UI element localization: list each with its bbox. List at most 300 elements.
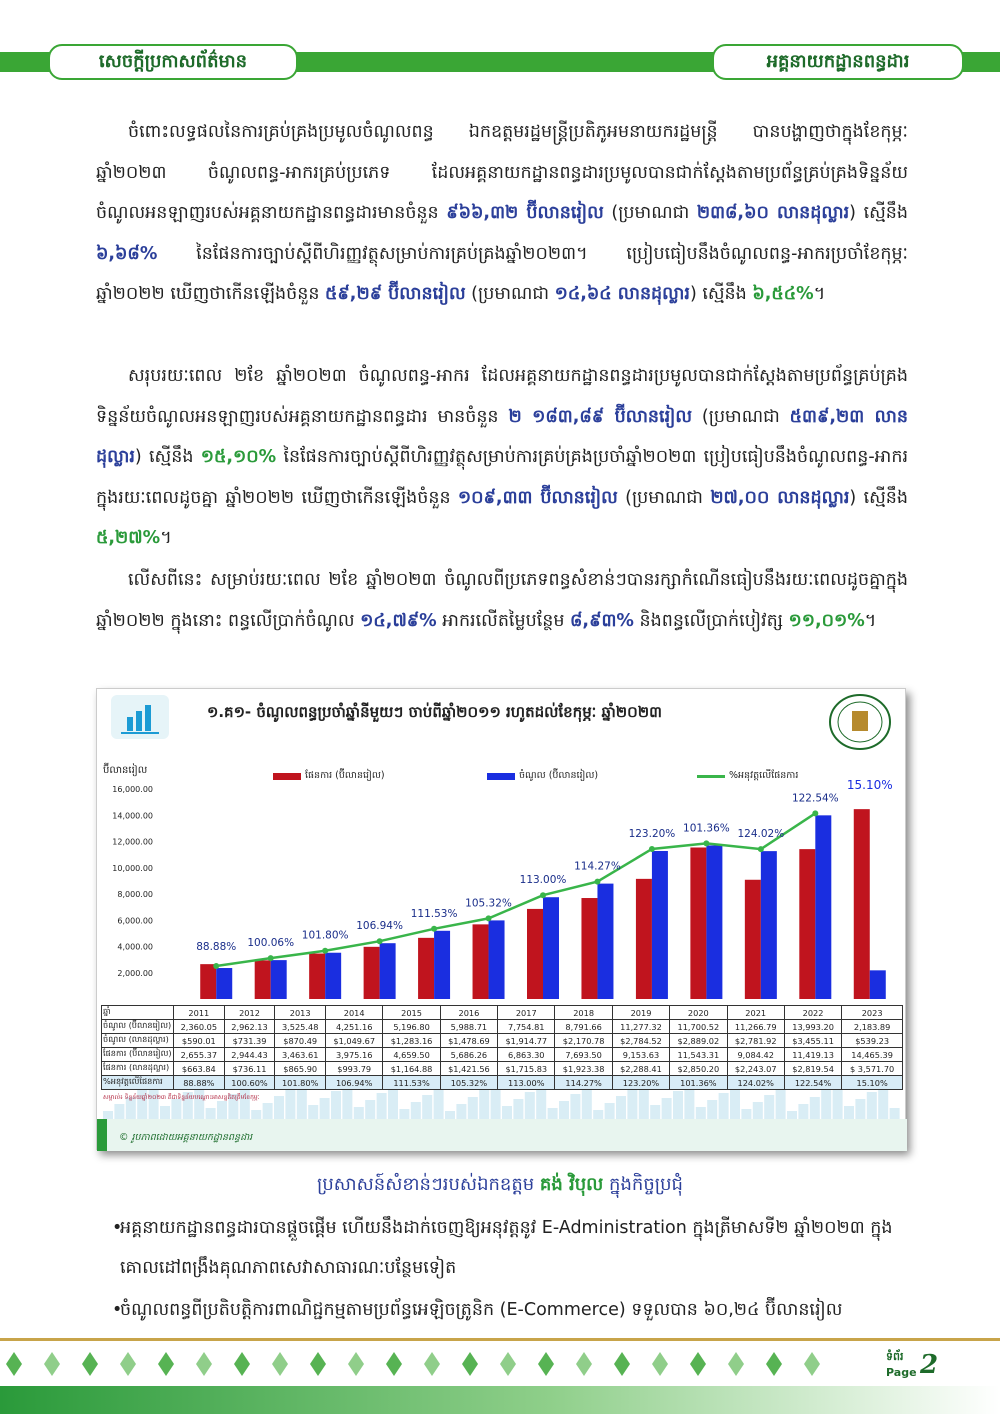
ornament-icon bbox=[766, 1352, 782, 1376]
department-seal-icon bbox=[825, 693, 895, 751]
y-tick-label: 16,000.00 bbox=[112, 785, 153, 794]
y-tick-label: 2,000.00 bbox=[117, 968, 153, 978]
table-cell: $1,283.16 bbox=[383, 1034, 440, 1048]
skyline-building bbox=[878, 1085, 888, 1119]
paragraph-text: នៃផែនការច្បាប់ស្តីពីហិរញ្ញវត្ថុសម្រាប់ការគ្រប់គ្រងប្រចាំឆ្នាំ២០២៣ ប្រៀបធៀបនឹងចំណូលពន្ធ-អាករក្នុងរយៈពេលដូចគ្នា ឆ្នាំ២០២២ ឃើញថាកើនឡើងចំនួន bbox=[96, 447, 909, 508]
bar-chart-icon bbox=[111, 695, 169, 739]
table-cell: 2012 bbox=[224, 1006, 275, 1020]
paragraph-text: នៃផែនការច្បាប់ស្តីពីហិរញ្ញវត្ថុសម្រាប់ការគ្រប់គ្រងឆ្នាំ២០២៣។ ប្រៀបធៀបនឹងចំណូលពន្ធ-អាករប្រចាំខែកុម្ភៈ ឆ្នាំ២០២២ ឃើញថាកើនឡើងចំនួន bbox=[96, 243, 908, 304]
skyline-building bbox=[764, 1095, 774, 1119]
table-cell: 124.02% bbox=[727, 1076, 784, 1090]
rate-point bbox=[431, 926, 437, 932]
skyline-building bbox=[479, 1090, 489, 1119]
ornament-icon bbox=[462, 1352, 478, 1376]
table-cell: $2,784.52 bbox=[612, 1034, 669, 1048]
bar-plan bbox=[200, 964, 216, 999]
bar-revenue bbox=[271, 960, 287, 999]
table-cell: 113.00% bbox=[498, 1076, 555, 1090]
skyline-building bbox=[411, 1102, 421, 1119]
skyline-building bbox=[650, 1105, 660, 1119]
table-cell: $590.01 bbox=[174, 1034, 225, 1048]
highlight-value: ២ ១៨៣,៨៩ ប៊ីលានរៀល bbox=[508, 406, 692, 427]
y-tick-label: 8,000.00 bbox=[117, 890, 153, 899]
highlight-value: ២៧,០០ លានដុល្លារ bbox=[710, 487, 850, 508]
table-cell: $3,455.11 bbox=[784, 1034, 841, 1048]
highlight-value: ៩៦៦,៣២ ប៊ីលានរៀល bbox=[446, 203, 604, 223]
bullet-dot: • bbox=[112, 1300, 123, 1320]
skyline-building bbox=[388, 1086, 398, 1119]
table-cell: 123.20% bbox=[612, 1076, 669, 1090]
bullet-text-1: អគ្គនាយកដ្ឋានពន្ធដារបានផ្តួចផ្តើម ហើយនឹងដាក់ចេញឱ្យអនុវត្តនូវ E-Administration ក្នុងត្រីមាសទី២ ឆ្នាំ២០២៣ ក្នុងគោលដៅពង្រឹងគុណភាពសេវាសាធារណៈបន្ថែមទៀត bbox=[120, 1218, 893, 1278]
table-cell: 9,084.42 bbox=[727, 1048, 784, 1062]
rate-data-label: 15.10% bbox=[846, 778, 893, 793]
table-cell: 13,993.20 bbox=[784, 1020, 841, 1034]
bar-revenue bbox=[652, 851, 668, 999]
table-cell: 7,754.81 bbox=[498, 1020, 555, 1034]
footer-band bbox=[0, 1386, 1000, 1414]
table-cell: 2,360.05 bbox=[174, 1020, 225, 1034]
table-cell: 11,266.79 bbox=[727, 1020, 784, 1034]
rate-data-label: 101.36% bbox=[683, 822, 730, 835]
table-row bbox=[102, 1062, 903, 1076]
rate-data-label: 100.06% bbox=[247, 937, 295, 950]
bar-revenue bbox=[870, 970, 886, 999]
table-cell: 114.27% bbox=[555, 1076, 612, 1090]
skyline-building bbox=[103, 1111, 113, 1119]
highlight-value: ១៥,១០% bbox=[200, 447, 277, 467]
skyline-building bbox=[536, 1085, 546, 1119]
rate-data-label: 122.54% bbox=[791, 792, 839, 805]
table-cell: 2014 bbox=[326, 1006, 383, 1020]
bullet-dot: • bbox=[112, 1218, 123, 1238]
paragraph-text: ចំពោះលទ្ធផលនៃការគ្រប់គ្រងប្រមូលចំណូលពន្ធ ឯកឧត្តមរដ្ឋមន្ត្រីប្រតិភូអមនាយករដ្ឋមន្ត្រី បានបង្ហាញថាក្នុងខែកុម្ភៈ ឆ្នាំ២០២៣ ចំណូលពន្ធ-អាករគ្រប់ប្រភេទ ដែលអគ្គនាយកដ្ឋានពន្ធដារប្រមូលបានជាក់ស្តែងតាមប្រព័ន្ធគ្រប់គ្រងទិន្នន័យចំណូលអនឡាញរបស់អគ្គនាយកដ្ឋានពន្ធដារមានចំនួន bbox=[96, 122, 908, 223]
ornament-icon bbox=[500, 1352, 516, 1376]
highlight-value: ៦,៦៨% bbox=[96, 243, 158, 264]
table-cell: 6,863.30 bbox=[498, 1048, 555, 1062]
table-cell: 14,465.39 bbox=[842, 1048, 903, 1062]
highlight-value: ១១,០១% bbox=[788, 610, 865, 631]
skyline-building bbox=[890, 1108, 900, 1119]
skyline-building bbox=[422, 1095, 432, 1119]
paragraph-text: (ប្រមាណជា bbox=[617, 487, 711, 508]
skyline-building bbox=[605, 1103, 615, 1119]
skyline-building bbox=[399, 1109, 409, 1119]
rate-data-label: 106.94% bbox=[356, 920, 403, 933]
legend-item-revenue bbox=[487, 769, 598, 783]
paragraph-text: ។ bbox=[813, 284, 826, 304]
y-axis-label: ប៊ីលានរៀល bbox=[103, 765, 148, 776]
page-number: 2 bbox=[920, 1350, 939, 1380]
subheading-suffix: ក្នុងកិច្ចប្រជុំ bbox=[603, 1174, 683, 1195]
table-cell: $539.23 bbox=[842, 1034, 903, 1048]
table-cell: 9,153.63 bbox=[612, 1048, 669, 1062]
rate-point bbox=[322, 948, 328, 954]
bullet-item-2 bbox=[112, 1290, 910, 1330]
table-cell: 5,196.80 bbox=[383, 1020, 440, 1034]
ornament-icon bbox=[234, 1352, 250, 1376]
table-cell: 11,543.31 bbox=[670, 1048, 727, 1062]
table-cell: 11,419.13 bbox=[784, 1048, 841, 1062]
rate-line bbox=[216, 813, 815, 966]
skyline-building bbox=[787, 1111, 797, 1119]
legend-item-rate bbox=[697, 769, 798, 783]
ornament-icon bbox=[196, 1352, 212, 1376]
skyline-building bbox=[194, 1085, 204, 1119]
chart-title: ១.គ១- ចំណូលពន្ធប្រចាំឆ្នាំនីមួយៗ ចាប់ពីឆ្នាំ២០១១ រហូតដល់ខែកុម្ភៈ ឆ្នាំ២០២៣ bbox=[207, 703, 662, 721]
ornament-icon bbox=[348, 1352, 364, 1376]
ornament-icon bbox=[804, 1352, 820, 1376]
paragraph-text: និងពន្ធលើប្រាក់បៀវត្ស bbox=[633, 610, 789, 631]
bar-plan bbox=[473, 924, 489, 999]
paragraph-text: (ប្រមាណជា bbox=[465, 284, 555, 304]
header-left-title: សេចក្តីប្រកាសព័ត៌មាន bbox=[48, 44, 298, 80]
section-subheading bbox=[0, 1172, 1000, 1199]
paragraph-text: ) ស្មើនឹង bbox=[849, 203, 909, 223]
skyline-building bbox=[354, 1107, 364, 1119]
highlight-value: ១៤,៧៩% bbox=[360, 610, 437, 631]
skyline-building bbox=[616, 1096, 626, 1119]
highlight-value: ១៤,៦៤ លានដុល្លារ bbox=[554, 284, 690, 304]
highlight-value: ៥៩,២៩ ប៊ីលានរៀល bbox=[325, 284, 466, 304]
highlight-value: ៥,២៧% bbox=[96, 528, 161, 548]
bullet-item-1 bbox=[112, 1208, 910, 1288]
ornament-icon bbox=[158, 1352, 174, 1376]
skyline-building bbox=[548, 1108, 558, 1119]
table-row-header: ផែនការ (លានដុល្លារ) bbox=[102, 1062, 174, 1076]
table-row-header: ឆ្នាំ bbox=[102, 1006, 174, 1020]
skyline-building bbox=[217, 1101, 227, 1119]
paragraph-text: ) ស្មើនឹង bbox=[134, 447, 201, 467]
table-cell: $1,049.67 bbox=[326, 1034, 383, 1048]
table-cell: $870.49 bbox=[275, 1034, 326, 1048]
table-row-header: ចំណូល (លានដុល្លារ) bbox=[102, 1034, 174, 1048]
ornament-icon bbox=[690, 1352, 706, 1376]
table-cell: 4,251.16 bbox=[326, 1020, 383, 1034]
skyline-building bbox=[525, 1092, 535, 1119]
bar-revenue bbox=[380, 943, 396, 999]
y-tick-label: 10,000.00 bbox=[112, 863, 153, 873]
table-cell: 2020 bbox=[670, 1006, 727, 1020]
table-row-header: %អនុវត្តលើផែនការ bbox=[102, 1076, 174, 1090]
legend-swatch-rate bbox=[697, 775, 725, 778]
table-cell: 105.32% bbox=[440, 1076, 497, 1090]
table-cell: 122.54% bbox=[784, 1076, 841, 1090]
skyline-building bbox=[627, 1089, 637, 1119]
skyline-building bbox=[821, 1090, 831, 1119]
bullet-text-2: ចំណូលពន្ធពីប្រតិបត្តិការពាណិជ្ជកម្មតាមប្រព័ន្ធអេឡិចត្រូនិក (E-Commerce) ទទួលបាន ៦០,២៤ ប៊ីលានរៀល bbox=[120, 1300, 843, 1320]
paragraph-text: ) ស្មើនឹង bbox=[849, 487, 909, 508]
bar-revenue bbox=[325, 953, 341, 999]
y-tick-label: 4,000.00 bbox=[117, 942, 153, 952]
skyline-building bbox=[776, 1088, 786, 1119]
ornament-icon bbox=[576, 1352, 592, 1376]
rate-data-label: 113.00% bbox=[519, 874, 567, 887]
table-row bbox=[102, 1034, 903, 1048]
legend-swatch-plan bbox=[273, 773, 301, 780]
legend-label-plan: ផែនការ (ប៊ីលានរៀល) bbox=[305, 770, 385, 781]
ornament-icon bbox=[120, 1352, 136, 1376]
skyline-building bbox=[114, 1104, 124, 1119]
bar-plan bbox=[255, 960, 271, 999]
ornament-icon bbox=[272, 1352, 288, 1376]
table-cell: $865.90 bbox=[275, 1062, 326, 1076]
table-cell: $1,715.83 bbox=[498, 1062, 555, 1076]
table-cell: 2015 bbox=[383, 1006, 440, 1020]
table-cell: $2,850.20 bbox=[670, 1062, 727, 1076]
page-number-block bbox=[886, 1350, 939, 1380]
table-cell: $2,288.41 bbox=[612, 1062, 669, 1076]
skyline-building bbox=[171, 1099, 181, 1119]
skyline-building bbox=[206, 1108, 216, 1119]
chart-source-note: សម្គាល់៖ ទិន្នន័យឆ្នាំ២០២៣ គឺជាទិន្នន័យបណ្តោះអាសន្នគិតត្រឹមខែកុម្ភៈ bbox=[103, 1094, 260, 1101]
paragraph-1 bbox=[96, 112, 908, 315]
rate-data-label: 88.88% bbox=[196, 941, 237, 954]
highlight-value: ១០៩,៣៣ ប៊ីលានរៀល bbox=[457, 487, 618, 508]
table-cell: 11,277.32 bbox=[612, 1020, 669, 1034]
rate-data-label: 114.27% bbox=[574, 860, 621, 873]
table-cell: 2,944.43 bbox=[224, 1048, 275, 1062]
rate-data-label: 101.80% bbox=[301, 929, 349, 942]
table-cell: 7,693.50 bbox=[555, 1048, 612, 1062]
y-tick-label: 6,000.00 bbox=[117, 916, 153, 926]
bar-revenue bbox=[761, 851, 777, 999]
paragraph-text: លើសពីនេះ សម្រាប់រយៈពេល ២ខែ ឆ្នាំ២០២៣ ចំណូលពីប្រភេទពន្ធសំខាន់ៗបានរក្សាកំណើនធៀបនឹងរយៈពេលដូចគ្នាក្នុងឆ្នាំ២០២២ ក្នុងនោះ ពន្ធលើប្រាក់ចំណូល bbox=[96, 570, 908, 631]
y-tick-label: 12,000.00 bbox=[112, 837, 153, 847]
skyline-building bbox=[263, 1103, 273, 1119]
ornament-icon bbox=[82, 1352, 98, 1376]
highlight-value: ២៣៨,៦០ លានដុល្លារ bbox=[696, 203, 850, 223]
header-right-title: អគ្គនាយកដ្ឋានពន្ធដារ bbox=[712, 44, 964, 80]
ornament-icon bbox=[728, 1352, 744, 1376]
table-cell: 111.53% bbox=[383, 1076, 440, 1090]
table-cell: 100.60% bbox=[224, 1076, 275, 1090]
skyline-building bbox=[502, 1106, 512, 1119]
paragraph-text: ។ bbox=[864, 610, 877, 631]
ornament-icon bbox=[310, 1352, 326, 1376]
paragraph-text: ) ស្មើនឹង bbox=[689, 284, 753, 304]
chart-credit: © រូបភាពដោយអគ្គនាយកដ្ឋានពន្ធដារ bbox=[119, 1132, 253, 1143]
legend-swatch-revenue bbox=[487, 773, 515, 780]
table-cell: $2,243.07 bbox=[727, 1062, 784, 1076]
table-cell: $2,781.92 bbox=[727, 1034, 784, 1048]
table-header-row bbox=[102, 1006, 903, 1020]
table-cell: 3,975.16 bbox=[326, 1048, 383, 1062]
rate-point bbox=[486, 915, 492, 921]
table-cell: 2017 bbox=[498, 1006, 555, 1020]
chart-data-table bbox=[101, 1005, 903, 1090]
skyline-building bbox=[593, 1110, 603, 1119]
bar-plan bbox=[799, 849, 815, 999]
table-cell: $1,914.77 bbox=[498, 1034, 555, 1048]
table-row bbox=[102, 1020, 903, 1034]
legend-item-plan bbox=[273, 769, 385, 783]
table-cell: 2019 bbox=[612, 1006, 669, 1020]
y-tick-label: 14,000.00 bbox=[112, 811, 153, 821]
rate-point bbox=[703, 840, 709, 846]
skyline-building bbox=[320, 1098, 330, 1119]
bar-revenue bbox=[597, 884, 613, 999]
subheading-name: គង់ វិបុល bbox=[539, 1174, 604, 1195]
table-cell: $2,819.54 bbox=[784, 1062, 841, 1076]
skyline-building bbox=[240, 1087, 250, 1119]
bar-revenue bbox=[815, 815, 831, 999]
table-cell: 101.80% bbox=[275, 1076, 326, 1090]
skyline-building bbox=[251, 1110, 261, 1119]
table-cell: 5,988.71 bbox=[440, 1020, 497, 1034]
skyline-building bbox=[285, 1089, 295, 1119]
skyline-building bbox=[570, 1094, 580, 1119]
rate-data-label: 111.53% bbox=[410, 907, 458, 920]
bar-plan bbox=[309, 954, 325, 999]
table-cell: 101.36% bbox=[670, 1076, 727, 1090]
skyline-building bbox=[308, 1105, 318, 1119]
ornament-icon bbox=[614, 1352, 630, 1376]
table-cell: $663.84 bbox=[174, 1062, 225, 1076]
rate-point bbox=[758, 846, 764, 852]
page-label-km: ទំព័រ bbox=[886, 1350, 904, 1363]
skyline-building bbox=[719, 1093, 729, 1119]
skyline-building bbox=[456, 1104, 466, 1119]
ornament-icon bbox=[652, 1352, 668, 1376]
skyline-building bbox=[753, 1102, 763, 1119]
table-cell: $ 3,571.70 bbox=[842, 1062, 903, 1076]
bar-plan bbox=[527, 909, 543, 999]
table-cell: 2018 bbox=[555, 1006, 612, 1020]
rate-point bbox=[812, 810, 818, 816]
table-cell: 2,183.89 bbox=[842, 1020, 903, 1034]
bar-plan bbox=[854, 809, 870, 999]
table-cell: 3,463.61 bbox=[275, 1048, 326, 1062]
rate-point bbox=[594, 879, 600, 885]
skyline-building bbox=[377, 1093, 387, 1119]
ornament-icon bbox=[538, 1352, 554, 1376]
skyline-building bbox=[274, 1096, 284, 1119]
skyline-building bbox=[331, 1091, 341, 1119]
table-cell: 2021 bbox=[727, 1006, 784, 1020]
bar-plan bbox=[745, 880, 761, 999]
footer-divider bbox=[0, 1338, 1000, 1341]
skyline-building bbox=[867, 1092, 877, 1119]
table-cell: 4,659.50 bbox=[383, 1048, 440, 1062]
rate-point bbox=[377, 938, 383, 944]
skyline-building bbox=[434, 1088, 444, 1119]
table-cell: 11,700.52 bbox=[670, 1020, 727, 1034]
bar-plan bbox=[418, 938, 434, 999]
highlight-value: ៥៣៩,២៣ លានដុល្លារ bbox=[96, 406, 908, 467]
paragraph-text: អាករលើតម្លៃបន្ថែម bbox=[436, 610, 571, 631]
skyline-building bbox=[582, 1087, 592, 1119]
skyline-building bbox=[798, 1104, 808, 1119]
skyline-building bbox=[855, 1099, 865, 1119]
table-cell: 2016 bbox=[440, 1006, 497, 1020]
table-cell: 8,791.66 bbox=[555, 1020, 612, 1034]
table-cell: 2022 bbox=[784, 1006, 841, 1020]
skyline-building bbox=[810, 1097, 820, 1119]
credit-band-accent bbox=[97, 1119, 107, 1151]
skyline-building bbox=[741, 1109, 751, 1119]
table-row-header: ចំណូល (ប៊ីលានរៀល) bbox=[102, 1020, 174, 1034]
paragraph-2 bbox=[96, 356, 908, 559]
skyline-building bbox=[730, 1086, 740, 1119]
table-cell: 2011 bbox=[174, 1006, 225, 1020]
legend-label-rate: %អនុវត្តលើផែនការ bbox=[729, 770, 799, 781]
ornament-icon bbox=[386, 1352, 402, 1376]
table-cell: $1,164.88 bbox=[383, 1062, 440, 1076]
highlight-value: ៨,៩៣% bbox=[570, 610, 634, 631]
legend-label-revenue: ចំណូល (ប៊ីលានរៀល) bbox=[519, 770, 599, 781]
table-cell: $2,170.78 bbox=[555, 1034, 612, 1048]
table-cell: 88.88% bbox=[174, 1076, 225, 1090]
skyline-building bbox=[844, 1106, 854, 1119]
table-cell: $993.79 bbox=[326, 1062, 383, 1076]
table-cell: 106.94% bbox=[326, 1076, 383, 1090]
table-row-header: ផែនការ (ប៊ីលានរៀល) bbox=[102, 1048, 174, 1062]
skyline-building bbox=[662, 1098, 672, 1119]
bar-plan bbox=[581, 898, 597, 999]
paragraph-text: (ប្រមាណជា bbox=[603, 203, 697, 223]
rate-data-label: 124.02% bbox=[737, 828, 785, 841]
bar-revenue bbox=[706, 845, 722, 999]
skyline-building bbox=[468, 1097, 478, 1119]
table-cell: 2023 bbox=[842, 1006, 903, 1020]
bar-plan bbox=[364, 947, 380, 999]
table-cell: 2,655.37 bbox=[174, 1048, 225, 1062]
footer-ornament-pattern bbox=[0, 1346, 860, 1386]
table-cell: 15.10% bbox=[842, 1076, 903, 1090]
skyline-building bbox=[513, 1099, 523, 1119]
table-row bbox=[102, 1048, 903, 1062]
table-cell: $2,889.02 bbox=[670, 1034, 727, 1048]
paragraph-text: ។ bbox=[160, 528, 172, 548]
paragraph-3 bbox=[96, 560, 908, 641]
rate-data-label: 105.32% bbox=[465, 897, 512, 910]
rate-point bbox=[213, 963, 219, 969]
bar-revenue bbox=[434, 931, 450, 999]
rate-point bbox=[540, 892, 546, 898]
ornament-icon bbox=[6, 1352, 22, 1376]
subheading-prefix: ប្រសាសន៍សំខាន់ៗរបស់ឯកឧត្តម bbox=[317, 1174, 540, 1195]
table-cell: 5,686.26 bbox=[440, 1048, 497, 1062]
bar-plan bbox=[636, 879, 652, 999]
page-label-en: Page bbox=[886, 1366, 917, 1379]
table-cell: 2013 bbox=[275, 1006, 326, 1020]
paragraph-text: សរុបរយៈពេល ២ខែ ឆ្នាំ២០២៣ ចំណូលពន្ធ-អាករ ដែលអគ្គនាយកដ្ឋានពន្ធដារប្រមូលបានជាក់ស្តែងតាមប្រព័ន្ធគ្រប់គ្រងទិន្នន័យចំណូលអនឡាញរបស់អគ្គនាយកដ្ឋានពន្ធដារ មានចំនួន bbox=[96, 366, 908, 427]
table-cell: 2,962.13 bbox=[224, 1020, 275, 1034]
skyline-building bbox=[559, 1101, 569, 1119]
chart-figure bbox=[96, 688, 906, 1150]
table-cell: $1,923.38 bbox=[555, 1062, 612, 1076]
rate-point bbox=[649, 846, 655, 852]
skyline-building bbox=[707, 1100, 717, 1119]
bar-revenue bbox=[543, 897, 559, 999]
rate-data-label: 123.20% bbox=[628, 827, 676, 840]
rate-point bbox=[268, 955, 274, 961]
table-cell: $1,421.56 bbox=[440, 1062, 497, 1076]
table-cell: $736.11 bbox=[224, 1062, 275, 1076]
skyline-building bbox=[365, 1100, 375, 1119]
table-cell: 3,525.48 bbox=[275, 1020, 326, 1034]
table-cell: $1,478.69 bbox=[440, 1034, 497, 1048]
ornament-icon bbox=[424, 1352, 440, 1376]
bar-revenue bbox=[489, 920, 505, 999]
skyline-building bbox=[445, 1111, 455, 1119]
bar-plan bbox=[690, 847, 706, 999]
bar-revenue bbox=[216, 968, 232, 999]
paragraph-text: (ប្រមាណជា bbox=[692, 406, 790, 427]
table-cell: $731.39 bbox=[224, 1034, 275, 1048]
skyline-building bbox=[673, 1091, 683, 1119]
skyline-building bbox=[696, 1107, 706, 1119]
